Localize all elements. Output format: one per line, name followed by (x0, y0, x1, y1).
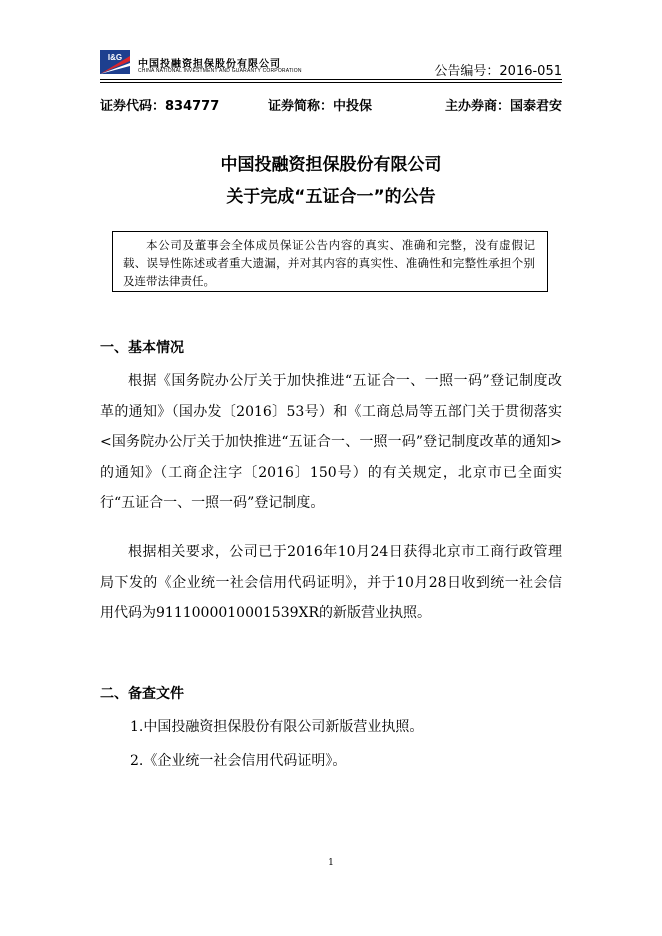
section-heading-basic-info: 一、基本情况 (100, 340, 184, 356)
disclaimer-box (112, 231, 548, 292)
header-divider (100, 79, 562, 80)
section-heading-reference-docs: 二、备查文件 (100, 686, 184, 702)
sponsor-broker: 主办券商：国泰君安 (444, 99, 562, 114)
stock-name: 证券简称：中投保 (268, 99, 373, 114)
page-number: 1 (328, 858, 334, 868)
stock-info-row (100, 95, 562, 115)
company-name-cn: 中国投融资担保股份有限公司 (138, 59, 281, 70)
document-title-line1: 中国投融资担保股份有限公司 (220, 155, 442, 175)
reference-item-2: 2.《企业统一社会信用代码证明》。 (130, 753, 347, 769)
stock-code: 证券代码：834777 (100, 99, 220, 114)
paragraph-license: 根据相关要求，公司已于2016年10月24日获得北京市工商行政管理局下发的《企业统一社会信用代码证明》，并于10月28日收到统一社会信用代码为9111000010001539XR的新版营业执照。 (100, 544, 562, 621)
reference-item-1: 1.中国投融资担保股份有限公司新版营业执照。 (130, 719, 424, 735)
announcement-number: 公告编号：2016-051 (434, 64, 562, 79)
paragraph-regulation: 根据《国务院办公厅关于加快推进“五证合一、一照一码”登记制度改革的通知》（国办发〔2016〕53号）和《工商总局等五部门关于贯彻落实<国务院办公厅关于加快推进“五证合一、一照一码”登记制度改革的通知>的通知》（工商企注字〔2016〕150号）的有关规定，北京市已全面实行“五证合一、一照一码”登记制度。 (100, 373, 562, 511)
document-title-line2: 关于完成“五证合一”的公告 (226, 187, 436, 207)
disclaimer-text: 本公司及董事会全体成员保证公告内容的真实、准确和完整，没有虚假记载、误导性陈述或者重大遗漏，并对其内容的真实性、准确性和完整性承担个别及连带法律责任。 (123, 238, 535, 288)
logo-text: I&G (107, 53, 123, 62)
company-logo (100, 50, 130, 74)
header-divider-thin (100, 82, 562, 83)
company-name-en: CHINA NATIONAL INVESTMENT AND GUARANTY CORPORATION (138, 68, 302, 74)
